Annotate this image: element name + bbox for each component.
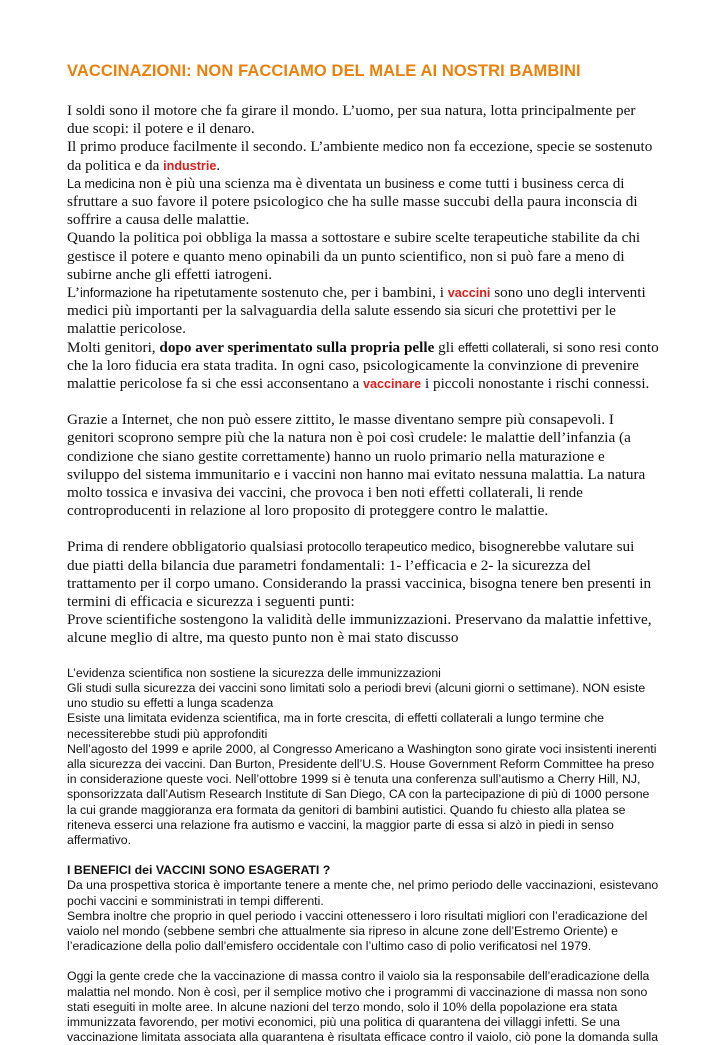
link-vaccinare[interactable]: vaccinare bbox=[363, 377, 422, 392]
text-run: Prima di rendere obbligatorio qualsiasi bbox=[67, 538, 307, 556]
text-run: e come tutti i business cerca di sfruttare a suo favore il potere psicologico che ha sulle masse succubi della paura inconscia di soffrire a causa delle malattie. bbox=[67, 174, 638, 229]
text-run: , bisognerebbe valutare sui due piatti della bilancia due parametri fondamentali: 1- l’efficacia e 2- la sicurezza del trattamento per il corpo umano. Considerando la prassi vaccinica, bisogna tenere ben presenti in termini di efficacia e sicurezza i seguenti punti: bbox=[67, 538, 652, 611]
page-title: VACCINAZIONI: NON FACCIAMO DEL MALE AI NOSTRI BAMBINI bbox=[67, 62, 581, 80]
benefici-paragraph-3: Oggi la gente crede che la vaccinazione di massa contro il vaiolo sia la responsabile dell’eradicazione della malattia nel mondo. Non è così, per il semplice motivo che i programmi di vaccinazione di massa non sono stati eseguiti in molte aree. In alcune nazioni del terzo mondo, solo il 10% della popolazione era stata immunizzata favorendo, per motivi economici, più una politica di quarantena dei villaggi infetti. Se una vaccinazione limitata associata alla quarantena è risultata efficace contro il vaiolo, ciò pone la domanda sulla bbox=[67, 969, 659, 1045]
intro-paragraph-1: I soldi sono il motore che fa girare il mondo. L’uomo, per sua natura, lotta principalmente per due scopi: il potere e il denaro. bbox=[67, 102, 636, 138]
text-run-medico: medico bbox=[382, 140, 424, 155]
text-run-informazione: informazione bbox=[79, 286, 153, 301]
evidenza-line-4: Nell’agosto del 1999 e aprile 2000, al Congresso Americano a Washington sono girate voci insistenti inerenti alla sicurezza dei vaccini. Dan Burton, Presidente dell’U.S. House Government Reform Committee ha preso in considerazione queste voci. Nell’ottobre 1999 si è tenuta una conferenza sull’autismo a Cherry Hill, NJ, sponsorizzata dall’Autism Research Institute di San Diego, CA con la partecipazione di più di 1000 persone la cui grande maggioranza era formata da genitori di bambini autistici. Quando fu chiesto alla platea se riteneva esserci una relazione fra autismo e vaccini, la maggior parte di essa si alzò in piedi in senso affermativo. bbox=[67, 741, 657, 847]
intro-paragraph-2 bbox=[67, 138, 659, 174]
text-run: i piccoli nonostante i rischi connessi. bbox=[421, 375, 650, 393]
text-run: L’ bbox=[67, 284, 80, 302]
evidenza-line-1: L’evidenza scientifica non sostiene la sicurezza delle immunizzazioni bbox=[67, 665, 441, 680]
text-run-business: business bbox=[384, 176, 435, 191]
text-run: La bbox=[67, 176, 85, 191]
text-run: sono uno degli interventi medici più importanti per la salvaguardia della salute bbox=[67, 284, 646, 320]
benefici-heading: I BENEFICI dei VACCINI SONO ESAGERATI ? bbox=[67, 863, 331, 878]
evidenza-line-3: Esiste una limitata evidenza scientifica, ma in forte crescita, di effetti collaterali a lungo termine che necessiterebbe studi più approfonditi bbox=[67, 711, 604, 741]
text-run: non è più una scienza ma è diventata un bbox=[134, 174, 385, 192]
text-run: , si sono resi conto che la loro fiducia era stata tradita. In ogni caso, psicologicamente la convinzione di prevenire malattie pericolose fa si che essi acconsentano a bbox=[67, 338, 659, 393]
text-run-medicina: medicina bbox=[84, 176, 135, 191]
text-run: ha ripetutamente sostenuto che, per i bambini, i bbox=[152, 284, 448, 302]
text-run: che protettivi per le malattie pericolose. bbox=[67, 302, 616, 338]
text-run: Il primo produce facilmente il secondo. L’ambiente bbox=[67, 138, 383, 156]
link-industrie[interactable]: industrie bbox=[163, 158, 217, 173]
text-run: . bbox=[216, 156, 221, 174]
link-vaccini[interactable]: vaccini bbox=[447, 286, 491, 301]
text-run: Molti genitori, bbox=[67, 338, 160, 356]
intro-paragraph-3 bbox=[67, 175, 659, 230]
benefici-paragraph-2: Sembra inoltre che proprio in quel periodo i vaccini ottenessero i loro risultati migliori con l’eradicazione del vaiolo nel mondo (sebbene sembri che attualmente sia ripreso in alcune zone dell’Estremo Oriente) e l’eradicazione della polio dall’emisfero occidentale con l’ultimo caso di polio verificatosi nel 1979. bbox=[67, 908, 648, 954]
document-page bbox=[67, 62, 659, 1045]
text-run-effetti: effetti collaterali bbox=[457, 340, 546, 355]
text-run: gli bbox=[434, 338, 458, 356]
benefici-paragraph-1: Da una prospettiva storica è importante tenere a mente che, nel primo periodo delle vaccinazioni, esistevano pochi vaccini e somministrati in tempi differenti. bbox=[67, 878, 659, 908]
text-run-essendo: essendo sia sicuri bbox=[393, 304, 494, 319]
intro-paragraph-4: Quando la politica poi obbliga la massa a sottostare e subire scelte terapeutiche stabilite da chi gestisce il potere e quanto meno opinabili da un punto scientifico, non si può fare a meno di subirne anche gli effetti iatrogeni. bbox=[67, 229, 641, 283]
obbligo-prove: Prove scientifiche sostengono la validità delle immunizzazioni. Preservano da malattie infettive, alcune meglio di altre, ma questo punto non è mai stato discusso bbox=[67, 611, 652, 647]
intro-paragraph-5 bbox=[67, 284, 659, 339]
intro-paragraph-6 bbox=[67, 339, 659, 394]
text-run-protocollo: protocollo terapeutico medico bbox=[307, 540, 472, 555]
intro-section bbox=[67, 102, 659, 648]
evidenza-section bbox=[67, 666, 659, 1045]
obbligo-paragraph bbox=[67, 538, 659, 611]
evidenza-line-2: Gli studi sulla sicurezza dei vaccini sono limitati solo a periodi brevi (alcuni giorni o settimane). NON esiste uno studio su effetti a lunga scadenza bbox=[67, 680, 646, 711]
text-run: non fa eccezione, specie se sostenuto da politica e da bbox=[67, 138, 653, 174]
bold-run: dopo aver sperimentato sulla propria pelle bbox=[159, 338, 435, 356]
internet-paragraph: Grazie a Internet, che non può essere zittito, le masse diventano sempre più consapevoli. I genitori scoprono sempre più che la natura non è poi così crudele: le malattie dell’infanzia (a condizione che siano gestite correttamente) hanno un ruolo primario nella maturazione e sviluppo del sistema immunitario e i vaccini non hanno mai evitato nessuna malattia. La natura molto tossica e invasiva dei vaccini, che provoca i ben noti effetti collaterali, li rende controproducenti in relazione al loro proposito di proteggere contro le malattie. bbox=[67, 411, 646, 520]
